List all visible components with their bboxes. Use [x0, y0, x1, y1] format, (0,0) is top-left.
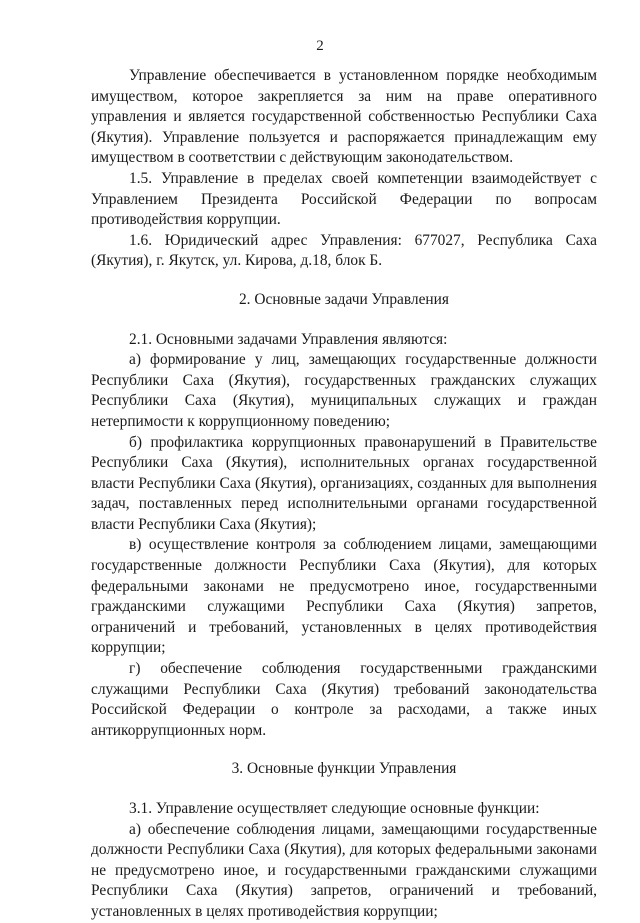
page-number: 2 [316, 38, 324, 54]
section-heading-3: 3. Основные функции Управления [231, 760, 457, 778]
paragraph-1-5: 1.5. Управление в пределах своей компетенции взаимодействует с Управлением Президента Российской Федерации по вопросам противодействия коррупции. [91, 169, 597, 229]
list-item-a: а) формирование у лиц, замещающих государственные должности Республики Саха (Якутия), государственных гражданских служащих Республики Саха (Якутия), муниципальных служащих и граждан нетерпимости к коррупционному поведению; [91, 351, 597, 430]
paragraph-3-1: 3.1. Управление осуществляет следующие основные функции: [129, 800, 540, 817]
document-body [91, 66, 597, 923]
paragraph-property: Управление обеспечивается в установленном порядке необходимым имуществом, которое закрепляется за ним на праве оперативного управления и является государственной собственностью Республики Саха (Якутия). Управление пользуется и распоряжается принадлежащим ему имуществом в соответствии с действующим законодательством. [91, 67, 597, 167]
list-item-v: в) осуществление контроля за соблюдением лицами, замещающими государственные должности Республики Саха (Якутия), для которых федеральными законами не предусмотрено иное, государственными гражданскими служащими Республики Саха (Якутия) запретов, ограничений и требований, установленных в целях противодействия коррупции; [91, 536, 597, 657]
paragraph-2-1: 2.1. Основными задачами Управления являются: [129, 330, 448, 348]
section-heading-2: 2. Основные задачи Управления [238, 290, 449, 308]
list-item-b: б) профилактика коррупционных правонарушений в Правительстве Республики Саха (Якутия), исполнительных органах государственной власти Республики Саха (Якутия), организациях, созданных для выполнения задач, поставленных перед исполнительными органами государственной власти Республики Саха (Якутия); [91, 433, 597, 533]
paragraph-1-6: 1.6. Юридический адрес Управления: 677027, Республика Саха (Якутия), г. Якутск, ул. Кирова, д.18, блок Б. [91, 231, 597, 270]
list-item-g: г) обеспечение соблюдения государственными гражданскими служащими Республики Саха (Якутия) требований законодательства Российской Федерации о контроле за расходами, а также иных антикоррупционных норм. [91, 660, 597, 739]
list-item-3-a: а) обеспечение соблюдения лицами, замещающими государственные должности Республики Саха (Якутия), для которых федеральными законами не предусмотрено иное, и государственными гражданскими служащими Республики Саха (Якутия) запретов, ограничений и требований, установленных в целях противодействия коррупции; [91, 820, 597, 920]
